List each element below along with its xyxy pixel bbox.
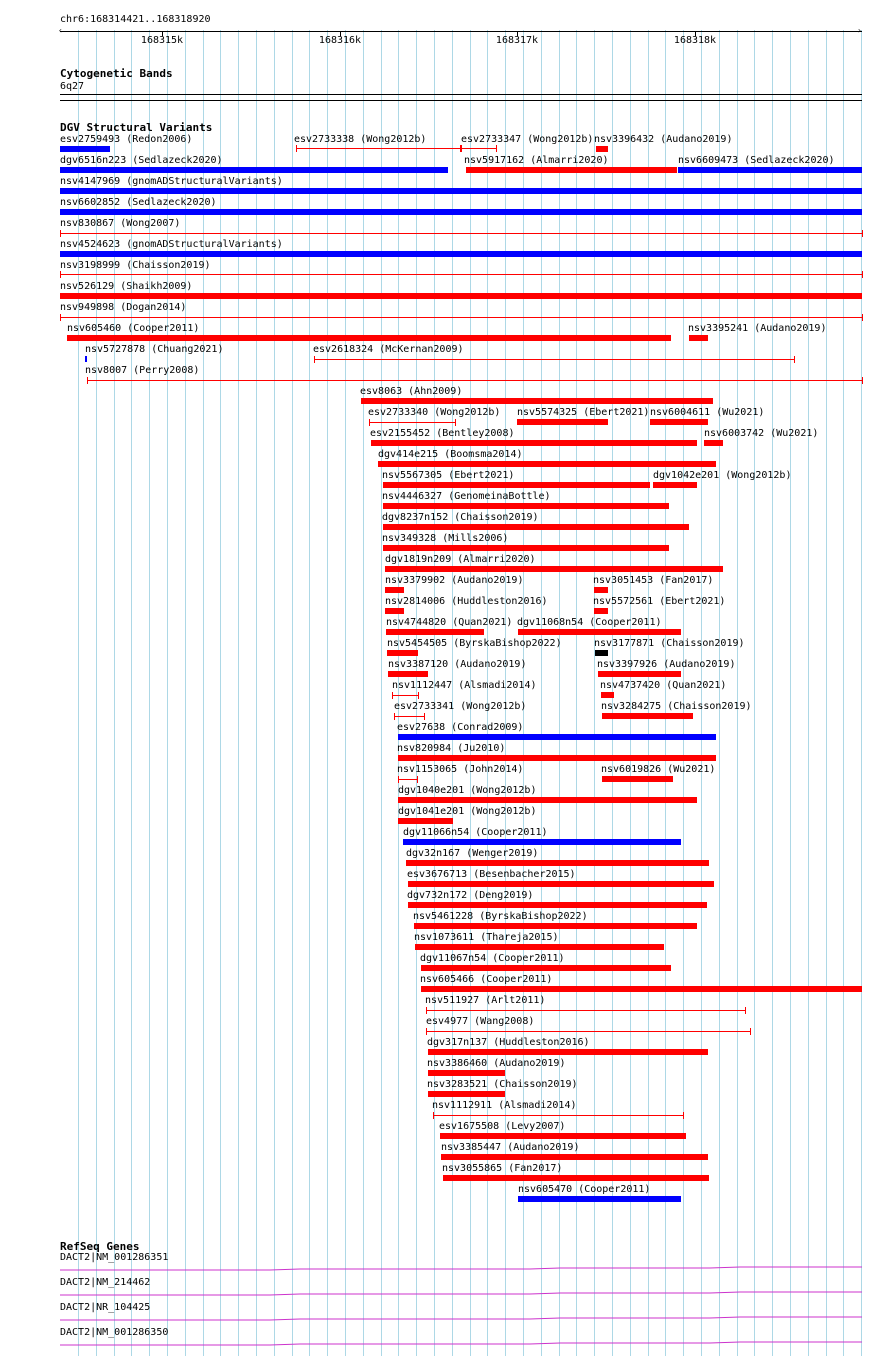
grid-line <box>345 30 346 1356</box>
refseq-gene-model[interactable] <box>60 1264 862 1272</box>
dgv-feature-bar[interactable] <box>443 1175 709 1181</box>
ruler-left-arrow-icon[interactable]: ‹ <box>58 26 63 35</box>
dgv-feature-line[interactable] <box>394 716 424 717</box>
dgv-feature-endcap <box>369 419 370 426</box>
dgv-feature-bar[interactable] <box>398 734 716 740</box>
dgv-feature-label[interactable]: dgv414e215 (Boomsma2014) <box>378 449 523 460</box>
dgv-feature-label[interactable]: dgv317n137 (Huddleston2016) <box>427 1037 590 1048</box>
dgv-feature-line[interactable] <box>433 1115 683 1116</box>
dgv-feature-line[interactable] <box>314 359 794 360</box>
dgv-feature-endcap <box>750 1028 751 1035</box>
dgv-feature-label[interactable]: nsv5572561 (Ebert2021) <box>593 596 726 607</box>
grid-line <box>185 30 186 1356</box>
refseq-gene-label[interactable]: DACT2|NM_001286350 <box>60 1327 169 1338</box>
dgv-feature-endcap <box>794 356 795 363</box>
dgv-feature-label[interactable]: nsv5574325 (Ebert2021) <box>517 407 650 418</box>
dgv-feature-bar[interactable] <box>408 881 714 887</box>
dgv-feature-label[interactable]: dgv1040e201 (Wong2012b) <box>398 785 537 796</box>
refseq-gene-model[interactable] <box>60 1289 862 1297</box>
refseq-track-title[interactable]: RefSeq Genes <box>60 1240 140 1253</box>
grid-line <box>861 30 862 1356</box>
dgv-feature-bar[interactable] <box>704 440 723 446</box>
ruler-right-arrow-icon[interactable]: › <box>857 26 862 35</box>
grid-line <box>843 30 844 1356</box>
dgv-feature-label[interactable]: dgv1042e201 (Wong2012b) <box>653 470 792 481</box>
dgv-feature-label[interactable]: nsv5454505 (ByrskaBishop2022) <box>387 638 562 649</box>
dgv-feature-bar[interactable] <box>466 167 677 173</box>
dgv-feature-bar[interactable] <box>385 587 404 593</box>
dgv-feature-bar[interactable] <box>602 713 693 719</box>
dgv-feature-bar[interactable] <box>60 293 862 299</box>
dgv-feature-label[interactable]: nsv6602852 (Sedlazeck2020) <box>60 197 217 208</box>
dgv-feature-bar[interactable] <box>428 1070 505 1076</box>
dgv-feature-label[interactable]: esv2733347 (Wong2012b) <box>461 134 594 145</box>
dgv-feature-bar[interactable] <box>378 461 716 467</box>
dgv-feature-bar[interactable] <box>388 671 428 677</box>
dgv-feature-bar[interactable] <box>421 986 862 992</box>
dgv-feature-line[interactable] <box>87 380 862 381</box>
grid-line <box>434 30 435 1356</box>
dgv-feature-label[interactable]: nsv3198999 (Chaisson2019) <box>60 260 211 271</box>
dgv-feature-endcap <box>60 230 61 237</box>
dgv-feature-endcap <box>862 377 863 384</box>
dgv-feature-bar[interactable] <box>602 776 673 782</box>
dgv-feature-bar[interactable] <box>678 167 862 173</box>
dgv-feature-label[interactable]: nsv6003742 (Wu2021) <box>704 428 819 439</box>
dgv-feature-label[interactable]: nsv3283521 (Chaisson2019) <box>427 1079 578 1090</box>
dgv-feature-label[interactable]: nsv4147969 (gnomADStructuralVariants) <box>60 176 283 187</box>
dgv-feature-endcap <box>314 356 315 363</box>
dgv-feature-bar[interactable] <box>440 1133 686 1139</box>
dgv-feature-bar[interactable] <box>403 839 681 845</box>
dgv-feature-bar[interactable] <box>598 671 681 677</box>
dgv-feature-label[interactable]: nsv3387120 (Audano2019) <box>388 659 527 670</box>
dgv-feature-label[interactable]: nsv4446327 (GenomeinaBottle) <box>382 491 551 502</box>
dgv-feature-endcap <box>392 692 393 699</box>
grid-line <box>363 30 364 1356</box>
dgv-feature-endcap <box>745 1007 746 1014</box>
dgv-feature-bar[interactable] <box>60 167 448 173</box>
dgv-feature-endcap <box>418 692 419 699</box>
dgv-feature-label[interactable]: nsv3284275 (Chaisson2019) <box>601 701 752 712</box>
dgv-feature-label[interactable]: nsv4744820 (Quan2021) <box>386 617 513 628</box>
grid-line <box>381 30 382 1356</box>
dgv-feature-label[interactable]: nsv1073611 (Thareja2015) <box>414 932 559 943</box>
dgv-track-title[interactable]: DGV Structural Variants <box>60 121 213 134</box>
grid-line <box>398 30 399 1356</box>
ruler-line <box>60 31 862 32</box>
dgv-feature-label[interactable]: esv2733340 (Wong2012b) <box>368 407 501 418</box>
dgv-feature-endcap <box>87 377 88 384</box>
dgv-feature-endcap <box>426 1028 427 1035</box>
dgv-feature-label[interactable]: nsv526129 (Shaikh2009) <box>60 281 193 292</box>
dgv-feature-bar[interactable] <box>406 860 709 866</box>
dgv-feature-label[interactable]: nsv3396432 (Audano2019) <box>594 134 733 145</box>
dgv-feature-bar[interactable] <box>408 902 707 908</box>
grid-line <box>220 30 221 1356</box>
dgv-feature-label[interactable]: nsv8007 (Perry2008) <box>85 365 200 376</box>
dgv-feature-label[interactable]: dgv1041e201 (Wong2012b) <box>398 806 537 817</box>
dgv-feature-bar[interactable] <box>383 524 689 530</box>
dgv-feature-label[interactable]: nsv605466 (Cooper2011) <box>420 974 553 985</box>
dgv-feature-label[interactable]: nsv3051453 (Fan2017) <box>593 575 714 586</box>
dgv-feature-bar[interactable] <box>383 545 669 551</box>
dgv-feature-label[interactable]: dgv32n167 (Wenger2019) <box>406 848 539 859</box>
dgv-feature-endcap <box>862 314 863 321</box>
dgv-feature-bar[interactable] <box>428 1049 708 1055</box>
ruler-tick-label: 168317k <box>495 35 539 46</box>
ruler-tick-label: 168318k <box>673 35 717 46</box>
dgv-feature-label[interactable]: dgv8237n152 (Chaisson2019) <box>382 512 539 523</box>
grid-line <box>256 30 257 1356</box>
dgv-feature-endcap <box>461 145 462 152</box>
grid-line <box>808 30 809 1356</box>
dgv-feature-label[interactable]: nsv6004611 (Wu2021) <box>650 407 765 418</box>
dgv-feature-bar[interactable] <box>60 188 862 194</box>
grid-line <box>737 30 738 1356</box>
dgv-feature-line[interactable] <box>60 233 862 234</box>
dgv-feature-label[interactable]: nsv6019826 (Wu2021) <box>601 764 716 775</box>
dgv-feature-endcap <box>417 776 418 783</box>
cytoband-bar <box>60 100 862 101</box>
grid-line <box>238 30 239 1356</box>
dgv-feature-endcap <box>426 1007 427 1014</box>
dgv-feature-label[interactable]: esv3676713 (Besenbacher2015) <box>407 869 576 880</box>
dgv-feature-endcap <box>60 271 61 278</box>
dgv-feature-label[interactable]: nsv511927 (Arlt2011) <box>425 995 546 1006</box>
grid-line <box>203 30 204 1356</box>
dgv-feature-line[interactable] <box>426 1010 745 1011</box>
grid-line <box>309 30 310 1356</box>
dgv-feature-label[interactable]: nsv1153065 (John2014) <box>397 764 524 775</box>
dgv-feature-bar[interactable] <box>653 482 697 488</box>
dgv-feature-endcap <box>862 230 863 237</box>
dgv-feature-label[interactable]: esv2618324 (McKernan2009) <box>313 344 464 355</box>
dgv-feature-label[interactable]: nsv5461228 (ByrskaBishop2022) <box>413 911 588 922</box>
dgv-feature-bar[interactable] <box>60 209 862 215</box>
dgv-feature-label[interactable]: nsv1112447 (Alsmadi2014) <box>392 680 537 691</box>
dgv-feature-label[interactable]: esv8063 (Ahn2009) <box>360 386 463 397</box>
dgv-feature-line[interactable] <box>398 779 417 780</box>
dgv-feature-bar[interactable] <box>428 1091 505 1097</box>
grid-line <box>274 30 275 1356</box>
dgv-feature-bar[interactable] <box>415 944 664 950</box>
dgv-feature-label[interactable]: nsv3395241 (Audano2019) <box>688 323 827 334</box>
dgv-feature-bar[interactable] <box>398 818 453 824</box>
grid-line <box>790 30 791 1356</box>
dgv-feature-bar[interactable] <box>383 503 669 509</box>
dgv-feature-bar[interactable] <box>398 755 716 761</box>
dgv-feature-label[interactable]: nsv1112911 (Alsmadi2014) <box>432 1100 577 1111</box>
dgv-feature-bar[interactable] <box>60 146 110 152</box>
dgv-feature-label[interactable]: dgv11068n54 (Cooper2011) <box>517 617 662 628</box>
dgv-feature-endcap <box>496 145 497 152</box>
dgv-feature-line[interactable] <box>60 317 862 318</box>
dgv-feature-label[interactable]: dgv1819n209 (Almarri2020) <box>385 554 536 565</box>
ruler-tick-label: 168315k <box>140 35 184 46</box>
dgv-feature-label[interactable]: nsv349328 (Mills2006) <box>382 533 509 544</box>
grid-line <box>772 30 773 1356</box>
dgv-feature-label[interactable]: nsv3385447 (Audano2019) <box>441 1142 580 1153</box>
dgv-feature-bar[interactable] <box>518 1196 681 1202</box>
dgv-feature-bar[interactable] <box>371 440 697 446</box>
refseq-gene-label[interactable]: DACT2|NR_104425 <box>60 1302 151 1313</box>
grid-line <box>327 30 328 1356</box>
dgv-feature-label[interactable]: dgv6516n223 (Sedlazeck2020) <box>60 155 223 166</box>
refseq-gene-label[interactable]: DACT2|NM_214462 <box>60 1277 151 1288</box>
dgv-feature-endcap <box>683 1112 684 1119</box>
dgv-feature-label[interactable]: nsv6609473 (Sedlazeck2020) <box>678 155 835 166</box>
dgv-feature-bar[interactable] <box>386 629 484 635</box>
dgv-feature-label[interactable]: nsv5567305 (Ebert2021) <box>382 470 515 481</box>
dgv-feature-bar[interactable] <box>595 650 608 656</box>
dgv-feature-bar[interactable] <box>596 146 608 152</box>
dgv-feature-label[interactable]: nsv3386460 (Audano2019) <box>427 1058 566 1069</box>
refseq-gene-model[interactable] <box>60 1339 862 1347</box>
dgv-feature-bar[interactable] <box>361 398 713 404</box>
dgv-feature-bar[interactable] <box>594 587 608 593</box>
cytoband-label: 6q27 <box>60 81 85 92</box>
dgv-feature-line[interactable] <box>461 148 496 149</box>
dgv-feature-endcap <box>424 713 425 720</box>
cytoband-bar[interactable] <box>60 94 862 95</box>
dgv-feature-label[interactable]: esv4977 (Wang2008) <box>426 1016 535 1027</box>
ruler-tick-label: 168316k <box>318 35 362 46</box>
dgv-feature-bar[interactable] <box>85 356 87 362</box>
dgv-feature-line[interactable] <box>392 695 418 696</box>
dgv-feature-bar[interactable] <box>518 629 681 635</box>
dgv-feature-label[interactable]: nsv3055865 (Fan2017) <box>442 1163 563 1174</box>
dgv-feature-endcap <box>398 776 399 783</box>
dgv-feature-bar[interactable] <box>594 608 608 614</box>
dgv-feature-label[interactable]: nsv4524623 (gnomADStructuralVariants) <box>60 239 283 250</box>
dgv-feature-bar[interactable] <box>385 608 404 614</box>
dgv-feature-bar[interactable] <box>689 335 708 341</box>
dgv-feature-line[interactable] <box>60 274 862 275</box>
dgv-feature-label[interactable]: esv2759493 (Redon2006) <box>60 134 193 145</box>
dgv-feature-label[interactable]: nsv2814006 (Huddleston2016) <box>385 596 548 607</box>
dgv-feature-label[interactable]: nsv3177871 (Chaisson2019) <box>594 638 745 649</box>
dgv-feature-label[interactable]: nsv605470 (Cooper2011) <box>518 1184 651 1195</box>
dgv-feature-bar[interactable] <box>650 419 708 425</box>
refseq-gene-model[interactable] <box>60 1314 862 1322</box>
dgv-feature-label[interactable]: nsv830867 (Wong2007) <box>60 218 181 229</box>
dgv-feature-bar[interactable] <box>441 1154 708 1160</box>
dgv-feature-line[interactable] <box>426 1031 750 1032</box>
dgv-feature-label[interactable]: nsv3397926 (Audano2019) <box>597 659 736 670</box>
dgv-feature-label[interactable]: esv1675508 (Levy2007) <box>439 1121 566 1132</box>
dgv-feature-label[interactable]: dgv732n172 (Deng2019) <box>407 890 534 901</box>
cytoband-track-title[interactable]: Cytogenetic Bands <box>60 67 173 80</box>
grid-line <box>416 30 417 1356</box>
dgv-feature-label[interactable]: esv2155452 (Bentley2008) <box>370 428 515 439</box>
refseq-gene-label[interactable]: DACT2|NM_001286351 <box>60 1252 169 1263</box>
dgv-feature-bar[interactable] <box>414 923 697 929</box>
dgv-feature-endcap <box>862 271 863 278</box>
dgv-feature-label[interactable]: nsv605460 (Cooper2011) <box>67 323 200 334</box>
dgv-feature-endcap <box>433 1112 434 1119</box>
dgv-feature-label[interactable]: nsv4737420 (Quan2021) <box>600 680 727 691</box>
dgv-feature-label[interactable]: nsv3379902 (Audano2019) <box>385 575 524 586</box>
dgv-feature-bar[interactable] <box>398 797 697 803</box>
dgv-feature-label[interactable]: esv2733341 (Wong2012b) <box>394 701 527 712</box>
dgv-feature-bar[interactable] <box>601 692 614 698</box>
ruler-location: chr6:168314421..168318920 <box>60 14 211 25</box>
dgv-feature-endcap <box>394 713 395 720</box>
grid-line <box>292 30 293 1356</box>
dgv-feature-bar[interactable] <box>421 965 671 971</box>
dgv-feature-bar[interactable] <box>387 650 418 656</box>
dgv-feature-endcap <box>455 419 456 426</box>
grid-line <box>754 30 755 1356</box>
grid-line <box>826 30 827 1356</box>
dgv-feature-label[interactable]: dgv11066n54 (Cooper2011) <box>403 827 548 838</box>
dgv-feature-label[interactable]: nsv820984 (Ju2010) <box>397 743 506 754</box>
dgv-feature-endcap <box>60 314 61 321</box>
dgv-feature-line[interactable] <box>369 422 455 423</box>
dgv-feature-bar[interactable] <box>67 335 671 341</box>
dgv-feature-bar[interactable] <box>60 251 862 257</box>
grid-line <box>719 30 720 1356</box>
dgv-feature-label[interactable]: nsv5917162 (Almarri2020) <box>464 155 609 166</box>
dgv-feature-label[interactable]: esv27638 (Conrad2009) <box>397 722 524 733</box>
dgv-feature-bar[interactable] <box>383 482 650 488</box>
dgv-feature-label[interactable]: esv2733338 (Wong2012b) <box>294 134 427 145</box>
dgv-feature-line[interactable] <box>296 148 460 149</box>
dgv-feature-bar[interactable] <box>517 419 608 425</box>
dgv-feature-bar[interactable] <box>385 566 723 572</box>
dgv-feature-endcap <box>296 145 297 152</box>
dgv-feature-label[interactable]: nsv949898 (Dogan2014) <box>60 302 187 313</box>
dgv-feature-label[interactable]: nsv5727878 (Chuang2021) <box>85 344 224 355</box>
dgv-feature-label[interactable]: dgv11067n54 (Cooper2011) <box>420 953 565 964</box>
